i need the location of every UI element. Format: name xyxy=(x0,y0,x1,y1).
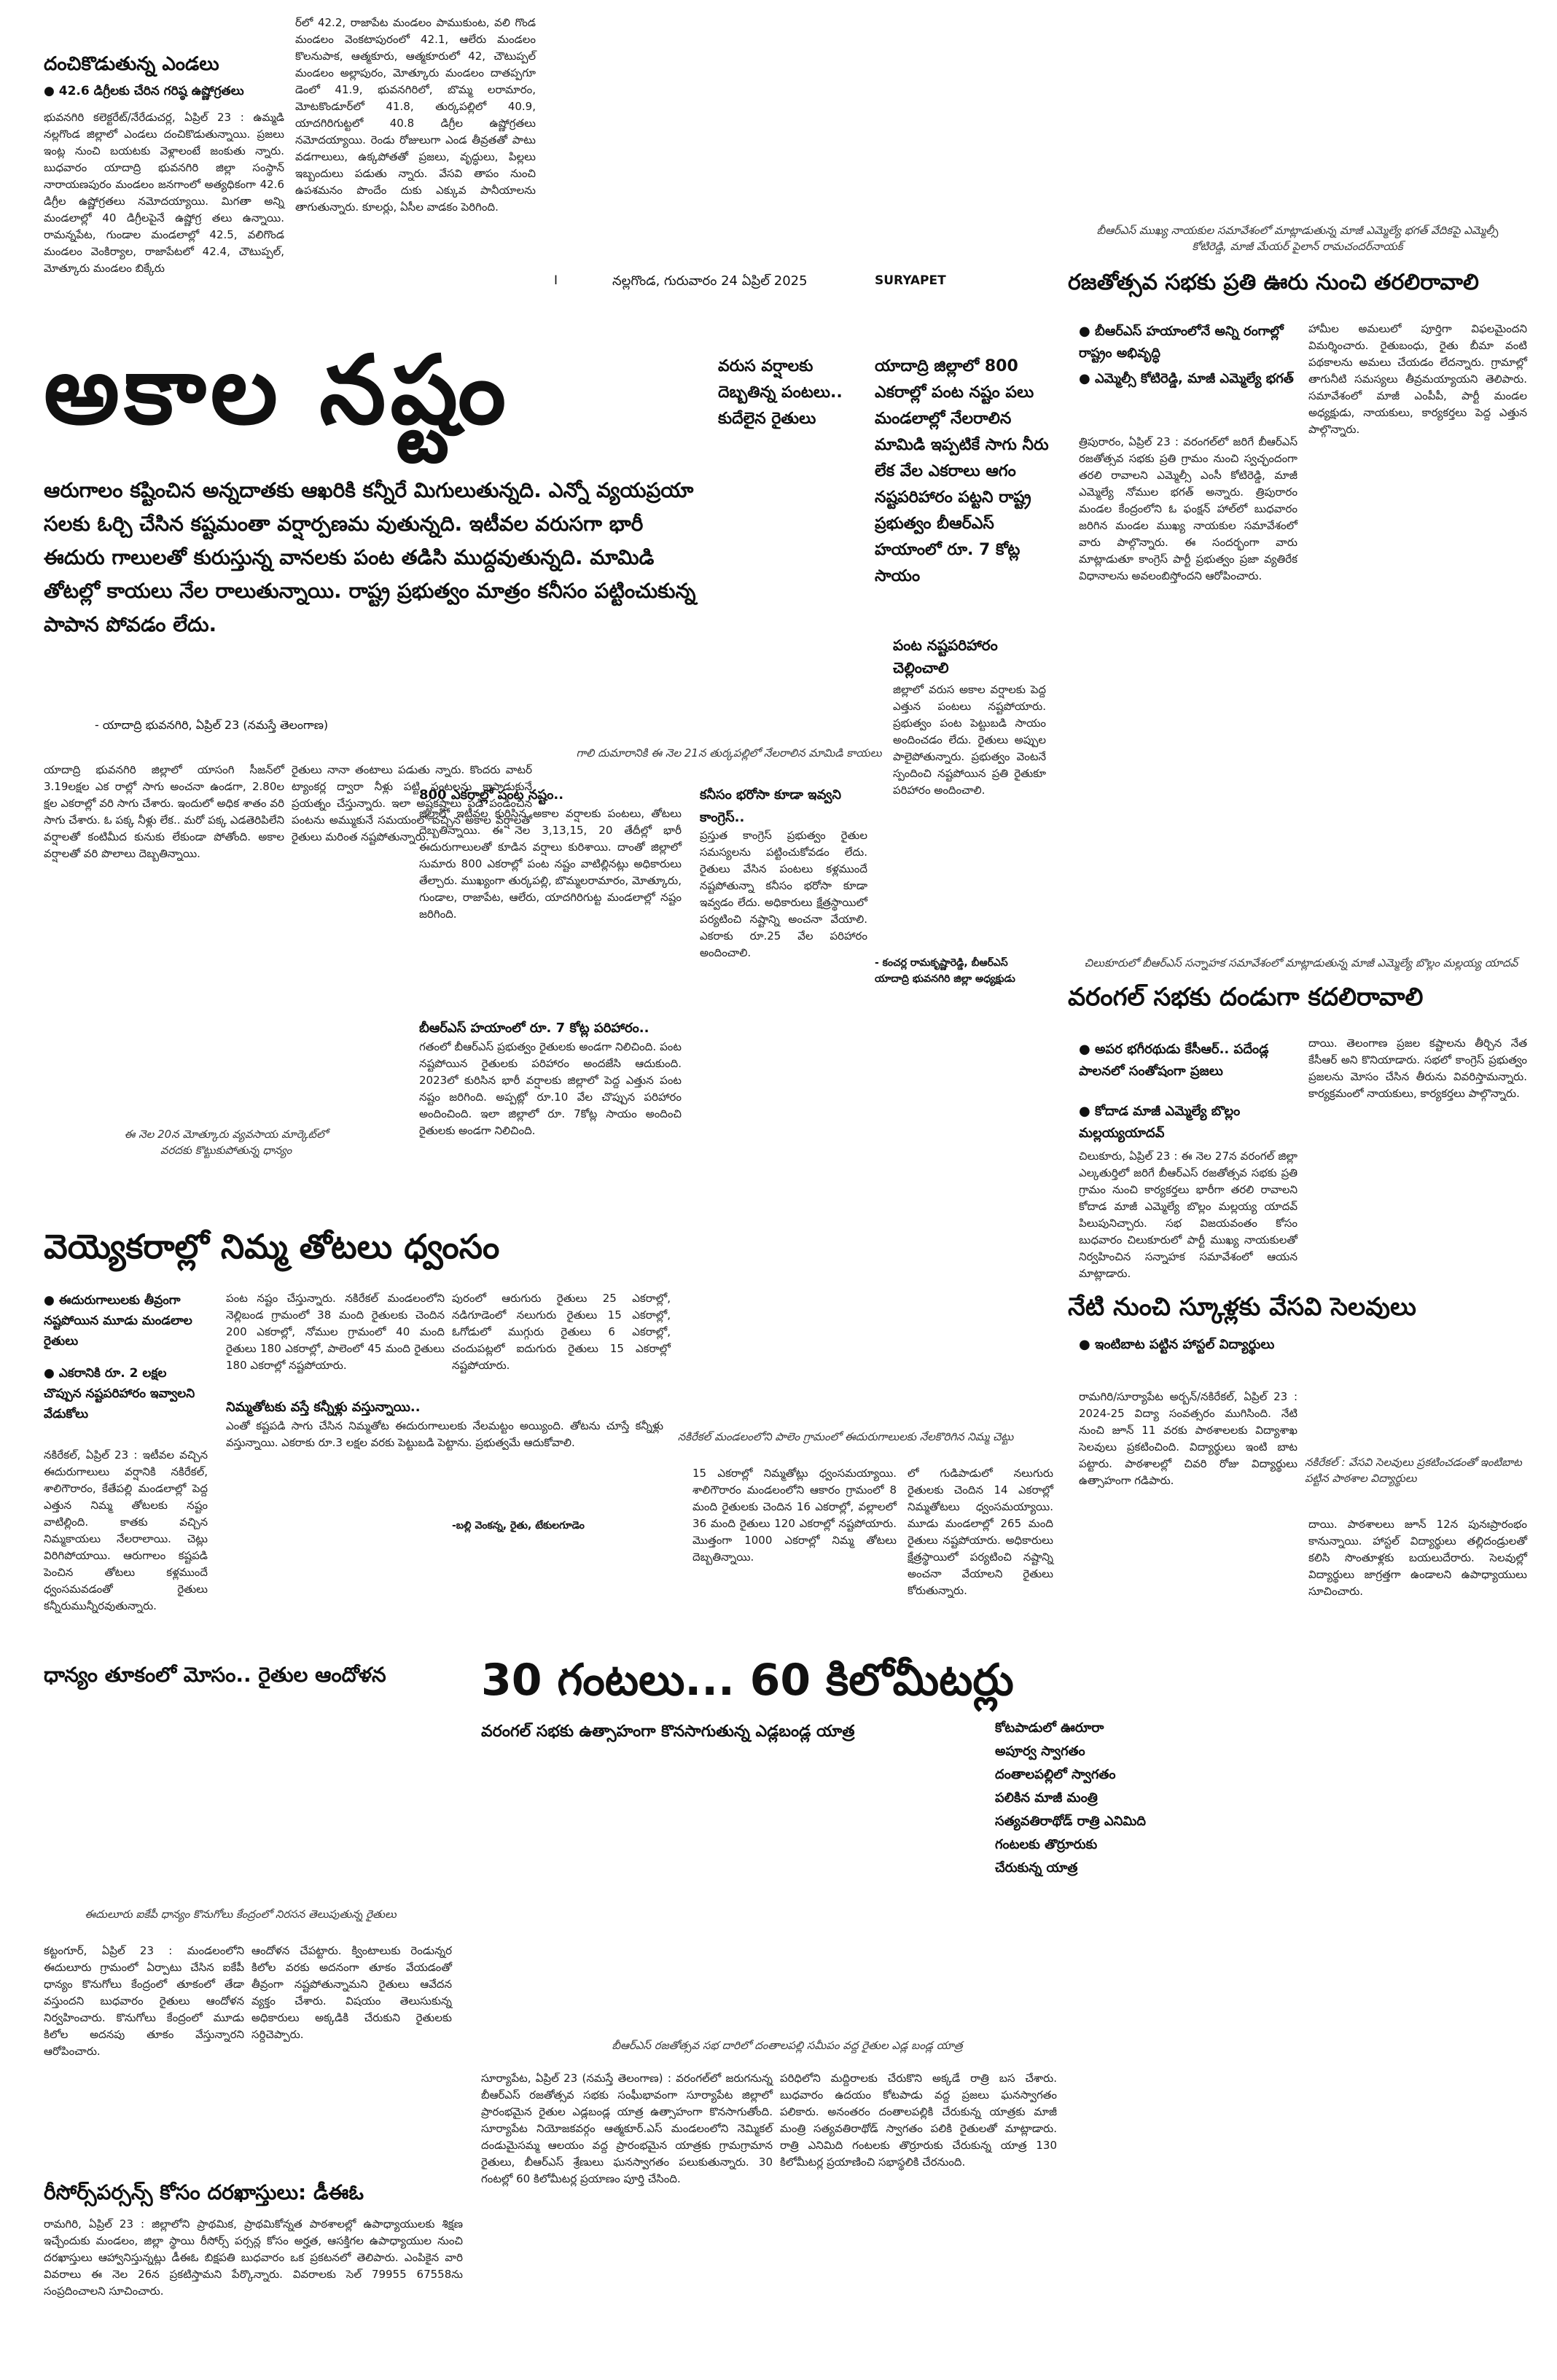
main-sub1: 800 ఎకరాల్లో పంట నష్టం.. xyxy=(419,787,564,803)
lemon-sub-text: ఎంతో కష్టపడి సాగు చేసిన నిమ్మతోట ఈదురుగాలులకు నేలమట్టం అయ్యింది. తోటను చూస్తే కన్నీళ్లు వస్తున్నాయి. ఎకరాకు రూ.3 లక్షల వరకు పెట్టుబడి పెట్టాను. ప్రభుత్వమే ఆదుకోవాలి. xyxy=(226,1419,663,1449)
main-col-a: యాదాద్రి భువనగిరి జిల్లాలో యాసంగి సీజన్‌లో 3.19లక్షల ఎక రాల్లో సాగు అంచనా ఉండగా, 2.80ల క్షల ఎకరాల్లో వరి సాగు చేశారు. ఇందులో అధిక శాతం వరి సాగు చేశారు. ఓ పక్క నీళ్లు లేక.. మరో పక్క ఎడతెరిపిలేని వర్షాలతో కంటిమీద కునుకు లేకుండా పోతోంది. అకాల వర్షాలతో వరి పొలాలు దెబ్బతిన్నాయి. xyxy=(44,763,284,860)
walk-deck: వరంగల్ సభకు ఉత్సాహంగా కొనసాగుతున్న ఎడ్లబండ్ల యాత్ర xyxy=(481,1722,855,1741)
warangal-title: వరంగల్ సభకు దండుగా కదలిరావాలి xyxy=(1068,983,1424,1012)
resource-text: రామగిరి, ఏప్రిల్ 23 : జిల్లాలోని ప్రాథమిక, ప్రాథమికోన్నత పాఠశాలల్లో ఉపాధ్యాయులకు శిక్షణ ఇచ్చేందుకు మండలం, జిల్లా స్థాయి రీసోర్స్ పర్సన్ల కోసం అర్హత, ఆసక్తిగల ఉపాధ్యాయుల నుంచి దరఖాస్తులు ఆహ్వానిస్తున్నట్లు డీఈఓ బిక్షపతి బుధవారం ఒక ప్రకటనలో తెలిపారు. ఎంపికైన వారి వివరాలు ఈ నెల 26న ప్రకటిస్తామని పేర్కొన్నారు. వివరాలకు సెల్ 79955 67558ను సంప్రదించాలని సూచించారు. xyxy=(44,2217,463,2298)
main-col-b: రైతులు నానా తంటాలు పడుతు న్నారు. కొందరు వాటర్ ట్యాంకర్ల ద్వారా నీళ్లు పట్టి పంటలను కాపాడుకునే ప్రయత్నం చేస్తున్నారు. ఇలా అష్టకష్టాలు పడి పండించిన పంటను అమ్ముకునే సమయంలో వచ్చిన అకాల వర్షాలతో రైతులు మరింత నష్టపోతున్నారు. xyxy=(292,763,532,843)
main-sub1-text: జిల్లాలో ఇటీవల కురిసిన అకాల వర్షాలకు పంటలు, తోటలు దెబ్బతిన్నాయి. ఈ నెల 3,13,15, 20 తేదీల్లో భారీ ఈదురుగాలులతో కూడిన వర్షాలు కురిశాయి. దాంతో జిల్లాలో సుమారు 800 ఎకరాల్లో పంట నష్టం వాటిల్లినట్లు అధికారులు తేల్చారు. ముఖ్యంగా తుర్కపల్లి, బొమ్మలరామారం, మోత్కూరు, గుండాల, రాజాపేట, ఆలేరు, యాదగిరిగుట్ట మండలాల్లో నష్టం జరిగింది. xyxy=(419,807,682,921)
walk-col2: పరిధిలోని మద్దిరాలకు చేరుకొని అక్కడే రాత్రి బస చేశారు. బుధవారం ఉదయం కోటపాడు వద్ద ప్రజలు ఘనస్వాగతం పలికారు. అనంతరం దంతాలపల్లికి చేరుకున్న యాత్రకు మాజీ మంత్రి సత్యవతిరాథోడ్ స్వాగతం పలికి రైతులతో మాట్లాడారు. రాత్రి ఎనిమిది గంటలకు తొర్రూరుకు చేరుకున్న యాత్ర 130 కిలోమీటర్ల ప్రయాణించి సభాస్థలికి చేరనుంది. xyxy=(780,2072,1057,2169)
rally-bullet-1: ● బీఆర్‌ఎస్ హయాంలోనే అన్ని రంగాల్లో రాష్ట్రం అభివృద్ధి xyxy=(1079,324,1284,361)
main-headline: అకాల నష్టం xyxy=(44,335,510,445)
side-text: జిల్లాలో వరుస అకాల వర్షాలకు పెద్ద ఎత్తున పంటలు నష్టపోయారు. ప్రభుత్వం పంట పెట్టుబడి సాయం అందించడం లేదు. రైతులు అప్పుల పాలైపోతున్నారు. ప్రభుత్వం వెంటనే స్పందించి నష్టపోయిన ప్రతి రైతుకూ పరిహారం అందించాలి. xyxy=(893,683,1046,797)
main-lead: ఆరుగాలం కష్టించిన అన్నదాతకు ఆఖరికి కన్నీరే మిగులుతున్నది. ఎన్నో వ్యయప్రయా సలకు ఓర్చి చేసిన కష్టమంతా వర్షార్పణమ వుతున్నది. ఇటీవల వరుసగా భారీ ఈదురు గాలులతో కురుస్తున్న వానలకు పంట తడిసి ముద్దవుతున్నది. మామిడి తోటల్లో కాయలు నేల రాలుతున్నాయి. రాష్ట్ర ప్రభుత్వం మాత్రం కనీసం పట్టించుకున్న పాపాన పోవడం లేదు. xyxy=(44,478,696,636)
lemon-quote-by: -బల్లి వెంకన్న, రైతు, టేకులగూడెం xyxy=(452,1520,585,1532)
dateline: నల్లగొండ, గురువారం 24 ఏప్రిల్ 2025 xyxy=(612,273,808,289)
school-photo-caption: నకిరేకల్ : వేసవి సెలవులు ప్రకటించడంతో ఇంటిబాట పట్టిన పాఠశాల విద్యార్థులు xyxy=(1305,1456,1522,1485)
rally-bullet-2: ● ఎమ్మెల్సీ కోటిరెడ్డి, మాజీ ఎమ్మెల్యే భగత్ xyxy=(1079,371,1294,386)
rally-col1: త్రిపురారం, ఏప్రిల్ 23 : వరంగల్‌లో జరిగే బీఆర్‌ఎస్ రజతోత్సవ సభకు ప్రతి గ్రామం నుంచి స్వచ్ఛందంగా తరలి రావాలని ఎమ్మెల్సీ ఎంసీ కోటిరెడ్డి, మాజీ ఎమ్మెల్యే నోముల భగత్ అన్నారు. త్రిపురారం మండల కేంద్రంలోని ఓ ఫంక్షన్ హాల్‌లో బుధవారం జరిగిన మండల ముఖ్య నాయకుల సమావేశంలో వారు పాల్గొన్నారు. ఈ సందర్భంగా వారు మాట్లాడుతూ కాంగ్రెస్ పార్టీ ప్రభుత్వం ప్రజా వ్యతిరేక విధానాలను అవలంబిస్తోందని ఆరోపించారు. xyxy=(1079,435,1298,582)
grain-photo-caption: ఈదులూరు ఐకేపీ ధాన్యం కొనుగోలు కేంద్రంలో నిరసన తెలుపుతున్న రైతులు xyxy=(85,1908,397,1921)
heat-title: దంచికొడుతున్న ఎండలు xyxy=(44,53,219,75)
main-byline: - యాదాద్రి భువనగిరి, ఏప్రిల్ 23 (నమస్తే తెలంగాణ) xyxy=(95,718,329,732)
warangal-bullet-2: ● కోదాడ మాజీ ఎమ్మెల్యే బొల్లం మల్లయ్యయాదవ్ xyxy=(1079,1104,1241,1141)
quote-byline: - కంచర్ల రామకృష్ణారెడ్డి, బీఆర్‌ఎస్ యాదాద్రి భువనగిరి జిల్లా అధ్యక్షుడు xyxy=(875,957,1015,985)
grain-col2: ఆందోళన చేపట్టారు. క్వింటాలుకు రెండున్నర కిలోల వరకు అదనంగా తూకం వేయడంతో తీవ్రంగా నష్టపోతున్నామని రైతులు ఆవేదన వ్యక్తం చేశారు. విషయం తెలుసుకున్న అధికారులు అక్కడికి చేరుకుని రైతులకు సర్దిచెప్పారు. xyxy=(251,1944,452,2041)
heat-bullet: ● 42.6 డిగ్రీలకు చేరిన గరిష్ఠ ఉష్ణోగ్రతలు xyxy=(44,84,244,98)
warangal-text2: దాయి. తెలంగాణ ప్రజల కష్టాలను తీర్చిన నేత కేసీఆర్ అని కొనియాడారు. సభలో కాంగ్రెస్ ప్రభుత్వం ప్రజలను మోసం చేసిన తీరును వివరిస్తామన్నారు. కార్యక్రమంలో నాయకులు, కార్యకర్తలు పాల్గొన్నారు. xyxy=(1308,1037,1527,1100)
warangal-kicker: చిలుకూరులో బీఆర్‌ఎస్ సన్నాహక సమావేశంలో మాట్లాడుతున్న మాజీ ఎమ్మెల్యే బొల్లం మల్లయ్య యాదవ్ xyxy=(1084,956,1518,969)
side-head: పంట నష్టపరిహారం చెల్లించాలి xyxy=(893,636,998,676)
lemon-col5: లో గుడిపాడులో నలుగురు రైతులకు చెందిన 14 ఎకరాల్లో నిమ్మతోటలు ధ్వంసమయ్యాయి. మూడు మండలాల్లో 265 మంది రైతులు నష్టపోయారు. అధికారులు క్షేత్రస్థాయిలో పర్యటించి నష్టాన్ని అంచనా వేయాలని రైతులు కోరుతున్నారు. xyxy=(908,1467,1053,1597)
school-text: రామగిరి/సూర్యాపేట అర్బన్/నకిరేకల్, ఏప్రిల్ 23 : 2024-25 విద్యా సంవత్సరం ముగిసింది. నేటి నుంచి జూన్ 11 వరకు పాఠశాలలకు విద్యాశాఖ సెలవులు ప్రకటించింది. విద్యార్థులు ఇంటి బాట పట్టారు. పాఠశాలల్లో చివరి రోజు విద్యార్థులు ఉత్సాహంగా గడిపారు. xyxy=(1079,1390,1298,1487)
school-text2: దాయి. పాఠశాలలు జూన్ 12న పునఃప్రారంభం కానున్నాయి. హాస్టల్ విద్యార్థులు తల్లిదండ్రులతో కలిసి సొంతూళ్లకు బయలుదేరారు. సెలవుల్లో విద్యార్థులు జాగ్రత్తగా ఉండాలని ఉపాధ్యాయులు సూచించారు. xyxy=(1308,1518,1527,1598)
main-sub3: కనీసం భరోసా కూడా ఇవ్వని కాంగ్రెస్.. xyxy=(700,787,842,825)
photo1-caption: గాలి దుమారానికి ఈ నెల 21న తుర్కపల్లిలో నేలరాలిన మామిడి కాయలు xyxy=(576,746,882,760)
lemon-col3: పురంలో ఆరుగురు రైతులు 25 ఎకరాల్లో, నడిగూడెంలో నలుగురు రైతులు 15 ఎకరాల్లో, ఓగోడులో ముగ్గురు రైతులు 6 ఎకరాల్లో, చందుపట్లలో ఐదుగురు రైతులు 15 ఎకరాల్లో నష్టపోయారు. xyxy=(452,1292,671,1372)
rally-kicker: బీఆర్‌ఎస్ ముఖ్య నాయకుల సమావేశంలో మాట్లాడుతున్న మాజీ ఎమ్మెల్యే భగత్ వేదికపై ఎమ్మెల్సీ కోటిరెడ్డి, మాజీ మేయర్ పైలాన్ రామచందర్‌నాయక్ xyxy=(1096,224,1499,253)
walk-photo-caption: బీఆర్‌ఎస్ రజతోత్సవ సభ దారిలో దంతాలపల్లి సమీపం వద్ద రైతుల ఎడ్ల బండ్ల యాత్ర xyxy=(612,2039,963,2052)
heat-col1: భువనగిరి కలెక్టరేట్/నేరేడుచర్ల, ఏప్రిల్ 23 : ఉమ్మడి నల్లగొండ జిల్లాలో ఎండలు దంచికొడుతున్నాయి. ప్రజలు ఇంట్ల నుంచి బయటకు వెళ్లాలంటే జంకుతు న్నారు. బుధవారం యాదాద్రి భువనగిరి జిల్లా సంస్థాన్ నారాయణపురం మండలం జనగాంలో అత్యధికంగా 42.6 డిగ్రీల ఉష్ణోగ్రతలు నమోదయ్యాయి. మిగతా అన్ని మండలాల్లో 40 డిగ్రీలపైనే ఉష్ణోగ్ర తలు ఉన్నాయి. రామన్నపేట, గుండాల మండలాల్లో 42.5, వలిగొండ మండలం వెంకిర్యాల, రాజాపేటలో 42.4, చౌటుప్పల్, మోత్కూరు మండలం బిక్కేరు xyxy=(44,111,284,275)
main-sub3-text: ప్రస్తుత కాంగ్రెస్ ప్రభుత్వం రైతుల సమస్యలను పట్టించుకోవడం లేదు. రైతులు వేసిన పంటలు కళ్లముందే నష్టపోతున్నా కనీసం భరోసా కూడా ఇవ్వడం లేదు. అధికారులు క్షేత్రస్థాయిలో పర్యటించి నష్టాన్ని అంచనా వేయాలి. ఎకరాకు రూ.25 వేల పరిహారం అందించాలి. xyxy=(700,829,867,959)
warangal-text: చిలుకూరు, ఏప్రిల్ 23 : ఈ నెల 27న వరంగల్ జిల్లా ఎల్కతుర్తిలో జరిగే బీఆర్‌ఎస్ రజతోత్సవ సభకు ప్రతి గ్రామం నుంచి కార్యకర్తలు భారీగా తరలి రావాలని కోదాడ మాజీ ఎమ్మెల్యే బొల్లం మల్లయ్య యాదవ్ పిలుపునిచ్చారు. సభ విజయవంతం కోసం బుధవారం చిలుకూరులో పార్టీ ముఖ్య నాయకులతో నిర్వహించిన సన్నాహక సమావేశంలో ఆయన మాట్లాడారు. xyxy=(1079,1150,1298,1280)
walk-col1: సూర్యాపేట, ఏప్రిల్ 23 (నమస్తే తెలంగాణ) : వరంగల్‌లో జరుగనున్న బీఆర్‌ఎస్ రజతోత్సవ సభకు సంఘీభావంగా సూర్యాపేట జిల్లాలో ప్రారంభమైన రైతుల ఎడ్లబండ్ల యాత్ర ఉత్సాహంగా కొనసాగుతోంది. సూర్యాపేట నియోజకవర్గం ఆత్మకూర్.ఎస్ మండలంలోని నెమ్మికల్ దండుమైసమ్మ ఆలయం వద్ద ప్రారంభమైన యాత్రకు గ్రామగ్రామాన రైతులు, బీఆర్‌ఎస్ శ్రేణులు ఘనస్వాగతం పలుకుతున్నారు. 30 గంటల్లో 60 కిలోమీటర్ల ప్రయాణం పూర్తి చేసింది. xyxy=(481,2072,773,2185)
heat-col2: ర్‌లో 42.2, రాజాపేట మండలం పాముకుంట, వలి గొండ మండలం వెంకటాపురంలో 42.1, ఆలేరు మండలం కొలనుపాక, ఆత్మకూరు, ఆత్మకూరులో 42, చౌటుప్పల్ మండలం అల్లాపురం, మోత్కూరు మండలం దాతప్పగూ డెంలో 41.9, భువనగిరిలో, బొమ్మ లరామారం, మోటకొండూర్‌లో 41.8, తుర్కపల్లిలో 40.9, యాదగిరిగుట్టలో 40.8 డిగ్రీల ఉష్ణోగ్రతలు నమోదయ్యాయి. రెండు రోజులుగా ఎండ తీవ్రతతో పాటు వడగాలులు, ఉక్కపోతతో ప్రజలు, వృద్ధులు, పిల్లలు ఇబ్బందులు పడుతు న్నారు. వేసవి తాపం నుంచి ఉపశమనం పొందేం దుకు ఎక్కువ పానీయాలను తాగుతున్నారు. కూలర్లు, ఏసీల వాడకం పెరిగింది. xyxy=(295,16,536,214)
walk-title: 30 గంటలు... 60 కిలోమీటర్లు xyxy=(481,1655,1014,1706)
warangal-bullet-1: ● అపర భగీరథుడు కేసీఆర్.. పదేండ్ల పాలనలో సంతోషంగా ప్రజలు xyxy=(1079,1042,1269,1079)
page-number: I xyxy=(554,273,558,288)
lemon-bullet-2: ● ఎకరానికి రూ. 2 లక్షల చొప్పున నష్టపరిహారం ఇవ్వాలని వేడుకోలు xyxy=(44,1366,195,1421)
rally-title: రజతోత్సవ సభకు ప్రతి ఊరు నుంచి తరలిరావాలి xyxy=(1068,270,1479,295)
grain-col1: కట్టంగూర్, ఏప్రిల్ 23 : మండలంలోని ఈదులూరు గ్రామంలో ఏర్పాటు చేసిన ఐకేపీ ధాన్యం కొనుగోలు కేంద్రంలో తూకంలో తేడా వస్తుందని బుధవారం రైతులు ఆందోళన నిర్వహించారు. కొనుగోలు కేంద్రంలో మూడు కిలోల అదనపు తూకం వేస్తున్నారని ఆరోపించారు. xyxy=(44,1944,244,2058)
rally-col2: హామీల అమలులో పూర్తిగా విఫలమైందని విమర్శించారు. రైతుబంధు, రైతు బీమా వంటి పథకాలను అమలు చేయడం లేదన్నారు. గ్రామాల్లో తాగునీటి సమస్యలు తీవ్రమయ్యాయని తెలిపారు. సమావేశంలో మాజీ ఎంపీపీ, పార్టీ మండల అధ్యక్షుడు, నాయకులు, కార్యకర్తలు పెద్ద ఎత్తున పాల్గొన్నారు. xyxy=(1308,322,1527,436)
school-bullet: ● ఇంటిబాట పట్టిన హాస్టల్ విద్యార్థులు xyxy=(1079,1337,1275,1352)
lemon-photo-caption: నకిరేకల్ మండలంలోని పాలెం గ్రామంలో ఈదురుగాలులకు నేలకొరిగిన నిమ్మ చెట్టు xyxy=(677,1430,1014,1443)
lemon-col1: నకిరేకల్, ఏప్రిల్ 23 : ఇటీవల వచ్చిన ఈదురుగాలులు వర్షానికి నకిరేకల్, శాలిగౌరారం, కేతేపల్లి మండలాల్లో పెద్ద ఎత్తున నిమ్మ తోటలకు నష్టం వాటిల్లింది. కాతకు వచ్చిన నిమ్మకాయలు నేలరాలాయి. చెట్లు విరిగిపోయాయి. ఆరుగాలం కష్టపడి పెంచిన తోటలు కళ్లముందే ధ్వంసమవడంతో రైతులు కన్నీరుమున్నీరవుతున్నారు. xyxy=(44,1448,208,1612)
lemon-col2: పంట నష్టం చేస్తున్నారు. నకిరేకల్ మండలంలోని నెల్లిబండ గ్రామంలో 38 మంది రైతులకు చెందిన 200 ఎకరాల్లో, నోముల గ్రామంలో 40 మంది రైతులు 180 ఎకరాల్లో, పాలెంలో 45 మంది రైతులు 180 ఎకరాల్లో నష్టపోయారు. xyxy=(226,1292,445,1372)
lemon-bullet-1: ● ఈదురుగాలులకు తీవ్రంగా నష్టపోయిన మూడు మండలాల రైతులు xyxy=(44,1293,192,1349)
grain-title: ధాన్యం తూకంలో మోసం.. రైతుల ఆందోళన xyxy=(44,1663,386,1687)
walk-side: కోటపాడులో ఊరూరా అపూర్వ స్వాగతం దంతాలపల్లిలో స్వాగతం పలికిన మాజీ మంత్రి సత్యవతిరాథోడ్ రాత్రి ఎనిమిది గంటలకు తొర్రూరుకు చేరుకున్న యాత్ర xyxy=(995,1720,1147,1876)
main-sub2: బీఆర్‌ఎస్ హయాంలో రూ. 7 కోట్ల పరిహారం.. xyxy=(419,1021,649,1036)
lemon-col4: 15 ఎకరాల్లో నిమ్మతోట్లు ధ్వంసమయ్యాయి. శాలిగౌరారం మండలంలోని ఆకారం గ్రామంలో 8 మంది రైతులకు చెందిన 16 ఎకరాల్లో, వల్లాలలో 36 మంది రైతులు 120 ఎకరాల్లో నష్టపోయారు. మొత్తంగా 1000 ఎకరాల్లో నిమ్మ తోటలు దెబ్బతిన్నాయి. xyxy=(692,1467,897,1564)
photo2-caption: ఈ నెల 20న మోత్కూరు వ్యవసాయ మార్కెట్‌లో వరదకు కొట్టుకుపోతున్న ధాన్యం xyxy=(124,1128,328,1157)
lemon-title: వెయ్యెకరాల్లో నిమ్మ తోటలు ధ్వంసం xyxy=(44,1227,500,1266)
school-title: నేటి నుంచి స్కూళ్లకు వేసవి సెలవులు xyxy=(1068,1292,1416,1322)
lemon-sub: నిమ్మతోటకు వస్తే కన్నీళ్లు వస్తున్నాయి.. xyxy=(226,1400,421,1415)
main-deck-1: వరుస వర్షాలకు దెబ్బతిన్న పంటలు.. కుదేలైన రైతులు xyxy=(718,357,843,428)
resource-title: రీసోర్స్‌పర్సన్స్ కోసం దరఖాస్తులు: డీఈఓ xyxy=(44,2180,364,2204)
main-sub2-text: గతంలో బీఆర్‌ఎస్ ప్రభుత్వం రైతులకు అండగా నిలిచింది. పంట నష్టపోయిన రైతులకు పరిహారం అందజేసి ఆదుకుంది. 2023లో కురిసిన భారీ వర్షాలకు జిల్లాలో పెద్ద ఎత్తున పంట నష్టం జరిగింది. అప్పట్లో రూ.10 వేల చొప్పున పరిహారం అందించింది. ఇలా జిల్లాలో రూ. 7కోట్ల సాయం అందించి రైతులకు అండగా నిలిచింది. xyxy=(419,1040,682,1137)
edition-name: SURYAPET xyxy=(875,273,946,288)
main-deck-2: యాదాద్రి జిల్లాలో 800 ఎకరాల్లో పంట నష్టం పలు మండలాల్లో నేలరాలిన మామిడి ఇప్పటికే సాగు నీరు లేక వేల ఎకరాలు ఆగం నష్టపరిహారం పట్టని రాష్ట్ర ప్రభుత్వం బీఆర్‌ఎస్ హయాంలో రూ. 7 కోట్ల సాయం xyxy=(875,357,1049,585)
